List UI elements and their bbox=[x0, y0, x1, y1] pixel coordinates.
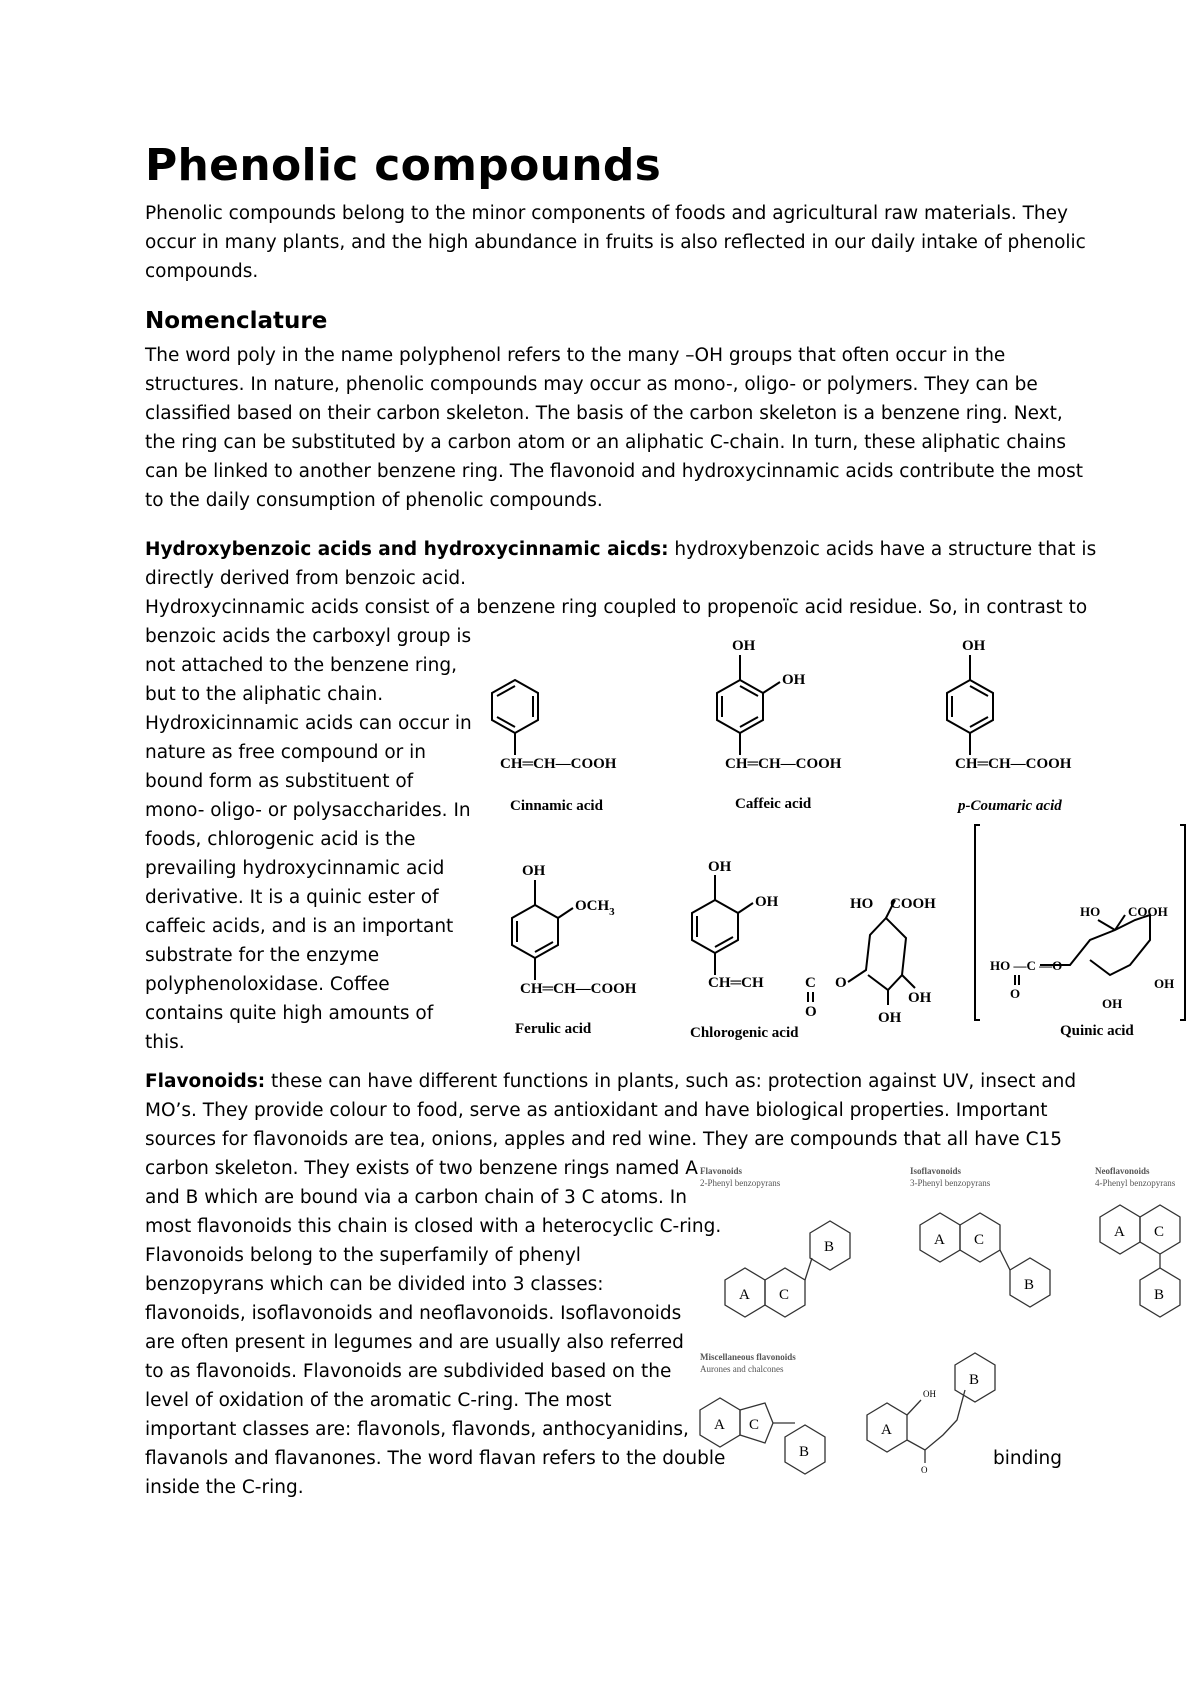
flavonoids-paragraph bbox=[145, 1067, 1076, 1154]
chlorogenic-acid-structure bbox=[690, 859, 936, 1041]
quinic-acid-name: Quinic acid bbox=[1060, 1023, 1134, 1039]
flavonoids-column-line: level of oxidation of the aromatic C-ring. The most bbox=[145, 1390, 612, 1411]
hydroxy-column-line: foods, chlorogenic acid is the bbox=[145, 829, 416, 850]
aurone-skeleton bbox=[700, 1398, 825, 1474]
flavonoids-column-line: important classes are: flavonols, flavonds, anthocyanidins, bbox=[145, 1419, 689, 1440]
caffeic-acid-name: Caffeic acid bbox=[735, 796, 812, 812]
intro-line: Phenolic compounds belong to the minor components of foods and agricultural raw materials. They bbox=[145, 203, 1068, 224]
hydroxy-column-line: this. bbox=[145, 1032, 185, 1053]
ferulic-chain-label: CH═CH—COOH bbox=[520, 981, 637, 997]
chlorogenic-o-label: O bbox=[805, 1004, 817, 1020]
flavonoids-column-line: and B which are bound via a carbon chain of 3 C atoms. In bbox=[145, 1187, 687, 1208]
quinic-oh-label: OH bbox=[1102, 996, 1123, 1011]
ring-a-label: A bbox=[881, 1422, 892, 1438]
flavonoids-line-rest: these can have different functions in plants, such as: protection against UV, insect and bbox=[265, 1071, 1077, 1092]
hydroxy-paragraph bbox=[145, 535, 1096, 622]
ring-b-label: B bbox=[1154, 1287, 1165, 1303]
flavonoid-skeleton bbox=[725, 1221, 850, 1317]
hydroxy-line: Hydroxycinnamic acids consist of a benzene ring coupled to propenoïc acid residue. So, in contrast to bbox=[145, 597, 1088, 618]
flavonoids-column-line: to as flavonoids. Flavonoids are subdivided based on the bbox=[145, 1361, 672, 1382]
flavonoids-column-line: flavonoids, isoflavonoids and neoflavonoids. Isoflavonoids bbox=[145, 1303, 682, 1324]
ring-b-label: B bbox=[799, 1444, 810, 1460]
flavonoids-bold-label: Flavonoids: bbox=[145, 1071, 266, 1092]
flavonoids-class-subtitle: 2-Phenyl benzopyrans bbox=[700, 1178, 781, 1188]
hydroxy-column-line: derivative. It is a quinic ester of bbox=[145, 887, 439, 908]
hydroxy-column-line: caffeic acids, and is an important bbox=[145, 916, 454, 937]
ferulic-acid-structure bbox=[512, 863, 637, 1037]
coumaric-acid-name: p-Coumaric acid bbox=[958, 798, 1062, 814]
hydroxy-column-line: but to the aliphatic chain. bbox=[145, 684, 384, 705]
quinic-o-label: O bbox=[1010, 986, 1021, 1001]
flavonoids-column-line: most flavonoids this chain is closed with a heterocyclic C-ring. bbox=[145, 1216, 722, 1237]
hydroxy-column-text bbox=[145, 622, 472, 1057]
flavonoids-line: MO’s. They provide colour to food, serve as antioxidant and have biological properties. Important bbox=[145, 1100, 1048, 1121]
flavonoids-line: sources for flavonoids are tea, onions, apples and red wine. They are compounds that all have C15 bbox=[145, 1129, 1063, 1150]
coumaric-oh-label: OH bbox=[962, 638, 986, 654]
hydroxy-column-line: prevailing hydroxycinnamic acid bbox=[145, 858, 445, 879]
hydroxy-column-line: Hydroxicinnamic acids can occur in bbox=[145, 713, 472, 734]
neoflavonoids-class-subtitle: 4-Phenyl benzopyrans bbox=[1095, 1178, 1176, 1188]
hydroxycinnamic-acids-figure bbox=[470, 630, 1190, 1050]
hydroxy-column-line: substrate for the enzyme bbox=[145, 945, 380, 966]
cinnamic-chain-label: CH═CH—COOH bbox=[500, 756, 617, 772]
chlorogenic-oh-label: OH bbox=[908, 990, 932, 1006]
hydroxy-bold-label: Hydroxybenzoic acids and hydroxycinnamic aicds: bbox=[145, 539, 669, 560]
hydroxy-column-line: contains quite high amounts of bbox=[145, 1003, 434, 1024]
coumaric-chain-label: CH═CH—COOH bbox=[955, 756, 1072, 772]
hydroxy-column-line: benzoic acids the carboxyl group is bbox=[145, 626, 472, 647]
isoflavonoids-class-subtitle: 3-Phenyl benzopyrans bbox=[910, 1178, 991, 1188]
flavonoids-column-line: benzopyrans which can be divided into 3 classes: bbox=[145, 1274, 604, 1295]
isoflavonoid-skeleton bbox=[920, 1213, 1050, 1307]
hydroxy-column-line: not attached to the benzene ring, bbox=[145, 655, 457, 676]
quinic-ho-label: HO bbox=[1080, 904, 1101, 919]
ring-a-label: A bbox=[739, 1287, 750, 1303]
nomenclature-line: The word poly in the name polyphenol refers to the many –OH groups that often occur in the bbox=[145, 345, 1006, 366]
binding-word: binding bbox=[993, 1448, 1062, 1469]
quinic-ho-c-o-label: HO —C —O bbox=[990, 958, 1063, 973]
caffeic-oh-label: OH bbox=[782, 672, 806, 688]
chlorogenic-oh-label: OH bbox=[878, 1010, 902, 1026]
flavonoid-classes-figure bbox=[695, 1165, 1195, 1495]
flavonoids-column-line: Flavonoids belong to the superfamily of phenyl bbox=[145, 1245, 581, 1266]
chlorogenic-c-label: C bbox=[805, 975, 816, 991]
ferulic-oh-label: OH bbox=[522, 863, 546, 879]
caffeic-acid-structure bbox=[717, 638, 842, 812]
nomenclature-paragraph bbox=[145, 341, 1083, 515]
neoflavonoid-skeleton bbox=[1100, 1205, 1180, 1317]
nomenclature-line: can be linked to another benzene ring. The flavonoid and hydroxycinnamic acids contribute the most bbox=[145, 461, 1083, 482]
ring-c-label: C bbox=[974, 1232, 985, 1248]
cinnamic-acid-name: Cinnamic acid bbox=[510, 798, 603, 814]
flavonoids-line bbox=[145, 1067, 1076, 1096]
misc-flavonoids-title: Miscellaneous flavonoids bbox=[700, 1352, 796, 1362]
ring-b-label: B bbox=[969, 1372, 980, 1388]
chlorogenic-ho-label: HO bbox=[850, 896, 874, 912]
ferulic-och-text: OCH bbox=[575, 898, 610, 914]
ring-c-label: C bbox=[1154, 1224, 1165, 1240]
ring-a-label: A bbox=[934, 1232, 945, 1248]
caffeic-chain-label: CH═CH—COOH bbox=[725, 756, 842, 772]
intro-line: compounds. bbox=[145, 261, 259, 282]
hydroxy-line bbox=[145, 535, 1096, 564]
coumaric-acid-structure bbox=[947, 638, 1072, 814]
ring-c-label: C bbox=[749, 1417, 760, 1433]
chlorogenic-ester-o-label: O bbox=[835, 975, 847, 991]
chlorogenic-chain-label: CH═CH bbox=[708, 975, 764, 991]
chalcone-oh-label: OH bbox=[923, 1389, 936, 1399]
chalcone-skeleton bbox=[867, 1353, 995, 1475]
intro-line: occur in many plants, and the high abundance in fruits is also reflected in our daily intake of phenolic bbox=[145, 232, 1086, 253]
ring-b-label: B bbox=[824, 1239, 835, 1255]
ferulic-sub3: 3 bbox=[609, 906, 615, 918]
flavonoids-column-line: flavanols and flavanones. The word flavan refers to the double bbox=[145, 1448, 726, 1469]
isoflavonoids-class-title: Isoflavonoids bbox=[910, 1166, 962, 1176]
flavonoids-column-line: inside the C-ring. bbox=[145, 1477, 304, 1498]
ring-c-label: C bbox=[779, 1287, 790, 1303]
ring-a-label: A bbox=[1114, 1224, 1125, 1240]
flavonoids-column-text bbox=[145, 1154, 725, 1502]
misc-flavonoids-subtitle: Aurones and chalcones bbox=[700, 1364, 784, 1374]
ferulic-acid-name: Ferulic acid bbox=[515, 1021, 592, 1037]
hydroxy-column-line: nature as free compound or in bbox=[145, 742, 427, 763]
caffeic-oh-label: OH bbox=[732, 638, 756, 654]
nomenclature-line: structures. In nature, phenolic compounds may occur as mono-, oligo- or polymers. They can be bbox=[145, 374, 1038, 395]
chlorogenic-cooh-label: COOH bbox=[890, 896, 936, 912]
ferulic-och3-label bbox=[575, 898, 615, 918]
chlorogenic-oh-label: OH bbox=[708, 859, 732, 875]
quinic-oh-label: OH bbox=[1154, 976, 1175, 991]
hydroxy-line: directly derived from benzoic acid. bbox=[145, 568, 466, 589]
quinic-cooh-label: COOH bbox=[1128, 904, 1168, 919]
quinic-acid-structure bbox=[975, 825, 1185, 1039]
section-heading-nomenclature: Nomenclature bbox=[145, 308, 328, 334]
hydroxy-line-rest: hydroxybenzoic acids have a structure that is bbox=[668, 539, 1097, 560]
flavonoids-class-title: Flavonoids bbox=[700, 1166, 743, 1176]
hydroxy-column-line: bound form as substituent of bbox=[145, 771, 414, 792]
ring-a-label: A bbox=[714, 1417, 725, 1433]
chlorogenic-acid-name: Chlorogenic acid bbox=[690, 1025, 799, 1041]
hydroxy-column-line: mono- oligo- or polysaccharides. In bbox=[145, 800, 471, 821]
chlorogenic-oh-label: OH bbox=[755, 894, 779, 910]
flavonoids-column-line: carbon skeleton. They exists of two benzene rings named A bbox=[145, 1158, 698, 1179]
nomenclature-line: classified based on their carbon skeleton. The basis of the carbon skeleton is a benzene ring. Next, bbox=[145, 403, 1063, 424]
chalcone-o-label: O bbox=[921, 1465, 928, 1475]
flavonoids-column-line: are often present in legumes and are usually also referred bbox=[145, 1332, 684, 1353]
cinnamic-acid-structure bbox=[492, 680, 617, 814]
neoflavonoids-class-title: Neoflavonoids bbox=[1095, 1166, 1150, 1176]
intro-paragraph bbox=[145, 199, 1086, 286]
hydroxy-column-line: polyphenoloxidase. Coffee bbox=[145, 974, 390, 995]
ring-b-label: B bbox=[1024, 1277, 1035, 1293]
page-title: Phenolic compounds bbox=[145, 140, 662, 191]
nomenclature-line: to the daily consumption of phenolic compounds. bbox=[145, 490, 603, 511]
nomenclature-line: the ring can be substituted by a carbon atom or an aliphatic C-chain. In turn, these aliphatic chains bbox=[145, 432, 1066, 453]
